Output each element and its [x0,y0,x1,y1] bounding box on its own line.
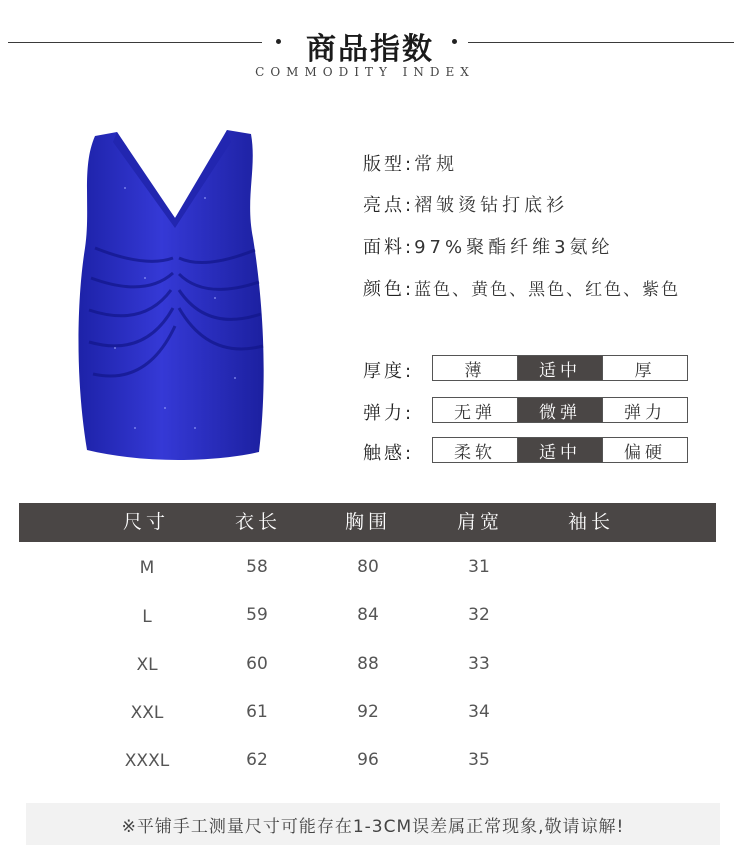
rating-option: 弹力 [602,398,687,422]
cell-bust: 80 [357,557,379,577]
cell-length: 61 [246,702,268,722]
rating-feel [432,437,688,463]
rating-option-selected: 适中 [517,356,602,380]
rating-option-selected: 微弹 [517,398,602,422]
rating-label-elasticity: 弹力: [363,403,415,424]
rating-thickness [432,355,688,381]
attribute-colors [363,275,680,301]
attribute-fit [363,150,458,176]
cell-length: 58 [246,557,268,577]
attribute-value: 97%聚酯纤维3氨纶 [414,237,614,258]
cell-bust: 96 [357,750,379,770]
cell-length: 60 [246,654,268,674]
cell-shoulder: 35 [468,750,490,770]
rating-option: 柔软 [433,438,517,462]
rating-label-thickness: 厚度: [363,361,415,382]
column-header-size: 尺寸 [122,511,170,533]
header-line-right [468,42,734,43]
rating-option-selected: 适中 [517,438,602,462]
attribute-label: 面料: [363,237,415,258]
column-header-bust: 胸围 [344,511,392,533]
cell-bust: 84 [357,605,379,625]
cell-size: M [139,558,155,578]
rating-option: 偏硬 [602,438,687,462]
cell-bust: 92 [357,702,379,722]
attribute-label: 版型: [363,154,415,175]
attribute-value: 蓝色、黄色、黑色、红色、紫色 [414,280,681,300]
header-line-left [8,42,262,43]
page-title: 商品指数 [306,32,434,67]
column-header-shoulder: 肩宽 [456,511,504,533]
column-header-sleeve: 袖长 [567,511,615,533]
cell-shoulder: 31 [468,557,490,577]
cell-length: 59 [246,605,268,625]
attribute-label: 亮点: [363,195,415,216]
size-table-header [19,503,716,542]
rating-option: 无弹 [433,398,517,422]
attribute-label: 颜色: [363,279,415,300]
cell-size: L [142,607,152,627]
measurement-note: ※平铺手工测量尺寸可能存在1-3CM误差属正常现象,敬请谅解! [26,803,720,845]
cell-size: XXXL [124,751,170,771]
cell-size: XL [136,655,158,675]
page-subtitle: COMMODITY INDEX [255,65,475,79]
rating-elasticity [432,397,688,423]
cell-shoulder: 32 [468,605,490,625]
column-header-length: 衣长 [234,511,282,533]
header-dot-left [276,39,281,44]
rating-option: 厚 [602,356,687,380]
rating-option: 薄 [433,356,517,380]
header-dot-right [452,39,457,44]
product-image [55,128,295,468]
cell-length: 62 [246,750,268,770]
cell-size: XXL [130,703,164,723]
attribute-highlight [363,191,568,217]
attribute-fabric [363,233,614,259]
cell-bust: 88 [357,654,379,674]
attribute-value: 常规 [414,154,459,175]
cell-shoulder: 34 [468,702,490,722]
rating-label-feel: 触感: [363,443,415,464]
cell-shoulder: 33 [468,654,490,674]
attribute-value: 褶皱烫钻打底衫 [414,195,569,216]
